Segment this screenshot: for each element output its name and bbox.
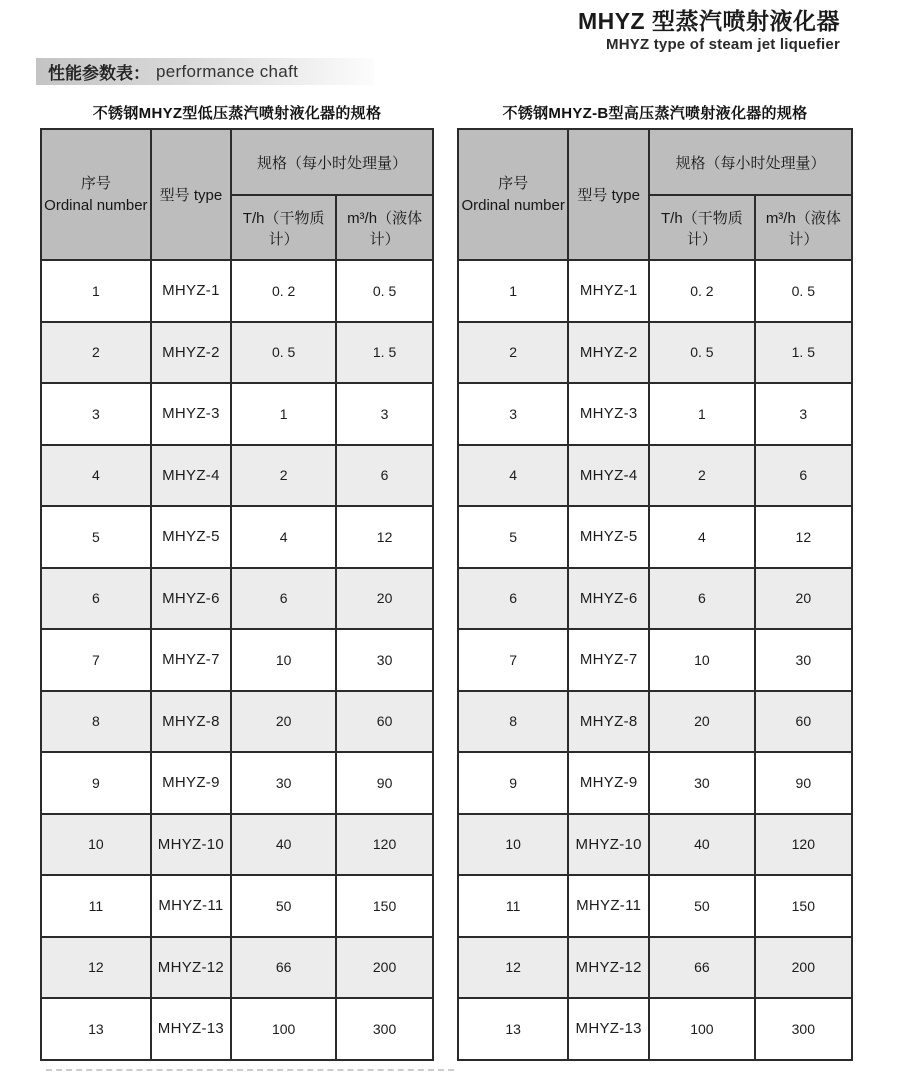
model-cell: MHYZ-8 (568, 691, 649, 753)
m3h-value-cell: 30 (336, 629, 433, 691)
col-header-model: 型号 type (151, 129, 231, 260)
th-value-cell: 20 (231, 691, 336, 753)
model-cell: MHYZ-5 (151, 506, 231, 568)
th-value-cell: 10 (649, 629, 755, 691)
th-value-cell: 66 (231, 937, 336, 999)
m3h-value-cell: 300 (755, 998, 852, 1060)
ordinal-cell: 9 (458, 752, 568, 814)
ordinal-cell: 7 (458, 629, 568, 691)
m3h-value-cell: 300 (336, 998, 433, 1060)
th-value-cell: 6 (231, 568, 336, 630)
m3h-value-cell: 3 (336, 383, 433, 445)
table-row (458, 568, 852, 630)
model-cell: MHYZ-4 (568, 445, 649, 507)
table-row (458, 875, 852, 937)
ordinal-cell: 7 (41, 629, 151, 691)
table-row (41, 383, 433, 445)
m3h-value-cell: 60 (755, 691, 852, 753)
th-value-cell: 50 (231, 875, 336, 937)
ordinal-cell: 6 (458, 568, 568, 630)
th-value-cell: 50 (649, 875, 755, 937)
m3h-value-cell: 20 (336, 568, 433, 630)
ordinal-cell: 12 (458, 937, 568, 999)
table-row (458, 691, 852, 753)
m3h-value-cell: 200 (755, 937, 852, 999)
model-cell: MHYZ-6 (568, 568, 649, 630)
m3h-value-cell: 3 (755, 383, 852, 445)
th-value-cell: 2 (649, 445, 755, 507)
table-row (458, 937, 852, 999)
table-row (41, 691, 433, 753)
m3h-value-cell: 120 (336, 814, 433, 876)
ordinal-cell: 12 (41, 937, 151, 999)
table-row (41, 752, 433, 814)
ordinal-cell: 10 (458, 814, 568, 876)
table-row (41, 937, 433, 999)
th-value-cell: 1 (649, 383, 755, 445)
m3h-value-cell: 30 (755, 629, 852, 691)
page-subtitle: MHYZ type of steam jet liquefier (606, 36, 840, 54)
m3h-value-cell: 1. 5 (755, 322, 852, 384)
ordinal-cell: 3 (41, 383, 151, 445)
m3h-value-cell: 150 (336, 875, 433, 937)
table-row (458, 322, 852, 384)
m3h-value-cell: 90 (336, 752, 433, 814)
m3h-value-cell: 0. 5 (336, 260, 433, 322)
m3h-value-cell: 1. 5 (336, 322, 433, 384)
table-row (458, 752, 852, 814)
model-cell: MHYZ-13 (568, 998, 649, 1060)
col-header-spec-group: 规格（每小时处理量） (649, 129, 852, 195)
model-cell: MHYZ-2 (151, 322, 231, 384)
table-row (41, 568, 433, 630)
ordinal-cell: 2 (41, 322, 151, 384)
table-row (458, 814, 852, 876)
model-cell: MHYZ-2 (568, 322, 649, 384)
ordinal-cell: 11 (41, 875, 151, 937)
th-value-cell: 0. 2 (649, 260, 755, 322)
table-row (458, 260, 852, 322)
m3h-value-cell: 12 (755, 506, 852, 568)
table-row (458, 445, 852, 507)
m3h-value-cell: 0. 5 (755, 260, 852, 322)
m3h-value-cell: 200 (336, 937, 433, 999)
low-pressure-table-body (41, 260, 433, 1060)
ordinal-cell: 4 (458, 445, 568, 507)
m3h-value-cell: 120 (755, 814, 852, 876)
table-row (458, 998, 852, 1060)
th-value-cell: 20 (649, 691, 755, 753)
th-value-cell: 4 (231, 506, 336, 568)
ordinal-cell: 13 (458, 998, 568, 1060)
col-header-model: 型号 type (568, 129, 649, 260)
model-cell: MHYZ-4 (151, 445, 231, 507)
page-bottom-divider (46, 1069, 454, 1071)
section-header-bar (36, 58, 374, 85)
model-cell: MHYZ-6 (151, 568, 231, 630)
model-cell: MHYZ-9 (151, 752, 231, 814)
ordinal-cell: 1 (41, 260, 151, 322)
model-cell: MHYZ-12 (151, 937, 231, 999)
col-header-m3h-liquid: m³/h（液体计） (755, 195, 852, 260)
th-value-cell: 40 (231, 814, 336, 876)
ordinal-cell: 13 (41, 998, 151, 1060)
table-row (41, 875, 433, 937)
th-value-cell: 0. 2 (231, 260, 336, 322)
m3h-value-cell: 6 (336, 445, 433, 507)
th-value-cell: 40 (649, 814, 755, 876)
spec-table-low-pressure (40, 128, 434, 1061)
model-cell: MHYZ-12 (568, 937, 649, 999)
m3h-value-cell: 6 (755, 445, 852, 507)
spec-table-high-pressure (457, 128, 853, 1061)
ordinal-cell: 5 (458, 506, 568, 568)
model-cell: MHYZ-3 (568, 383, 649, 445)
col-header-spec-group: 规格（每小时处理量） (231, 129, 433, 195)
ordinal-cell: 4 (41, 445, 151, 507)
m3h-value-cell: 12 (336, 506, 433, 568)
table-row (41, 506, 433, 568)
ordinal-cell: 10 (41, 814, 151, 876)
th-value-cell: 30 (649, 752, 755, 814)
model-cell: MHYZ-7 (568, 629, 649, 691)
col-header-ordinal-zh: 序号 (80, 174, 111, 192)
th-value-cell: 6 (649, 568, 755, 630)
ordinal-cell: 9 (41, 752, 151, 814)
ordinal-cell: 8 (41, 691, 151, 753)
table-row (41, 322, 433, 384)
m3h-value-cell: 20 (755, 568, 852, 630)
col-header-ordinal-en: Ordinal number (461, 196, 565, 214)
table-caption-high-pressure: 不锈钢MHYZ-B型高压蒸汽喷射液化器的规格 (502, 105, 808, 122)
model-cell: MHYZ-1 (151, 260, 231, 322)
col-header-ordinal-en: Ordinal number (44, 196, 148, 214)
table-row (458, 383, 852, 445)
section-label-en: performance chaft (156, 61, 299, 81)
col-header-m3h-liquid: m³/h（液体计） (336, 195, 433, 260)
model-cell: MHYZ-11 (151, 875, 231, 937)
m3h-value-cell: 60 (336, 691, 433, 753)
th-value-cell: 1 (231, 383, 336, 445)
ordinal-cell: 2 (458, 322, 568, 384)
th-value-cell: 0. 5 (231, 322, 336, 384)
model-cell: MHYZ-5 (568, 506, 649, 568)
m3h-value-cell: 150 (755, 875, 852, 937)
model-cell: MHYZ-3 (151, 383, 231, 445)
col-header-th-dry: T/h（干物质计） (649, 195, 755, 260)
table-row (41, 814, 433, 876)
th-value-cell: 0. 5 (649, 322, 755, 384)
table-row (41, 445, 433, 507)
th-value-cell: 2 (231, 445, 336, 507)
ordinal-cell: 5 (41, 506, 151, 568)
model-cell: MHYZ-11 (568, 875, 649, 937)
col-header-ordinal (41, 129, 151, 260)
model-cell: MHYZ-10 (151, 814, 231, 876)
table-row (41, 260, 433, 322)
page-title: MHYZ 型蒸汽喷射液化器 (577, 8, 840, 34)
table-row (41, 629, 433, 691)
model-cell: MHYZ-1 (568, 260, 649, 322)
ordinal-cell: 1 (458, 260, 568, 322)
model-cell: MHYZ-7 (151, 629, 231, 691)
col-header-th-dry: T/h（干物质计） (231, 195, 336, 260)
th-value-cell: 66 (649, 937, 755, 999)
col-header-ordinal-zh: 序号 (498, 174, 529, 192)
table-row (41, 998, 433, 1060)
model-cell: MHYZ-10 (568, 814, 649, 876)
table-caption-low-pressure: 不锈钢MHYZ型低压蒸汽喷射液化器的规格 (92, 105, 382, 122)
m3h-value-cell: 90 (755, 752, 852, 814)
section-label-zh: 性能参数表： (48, 64, 150, 83)
ordinal-cell: 3 (458, 383, 568, 445)
high-pressure-table-body (458, 260, 852, 1060)
ordinal-cell: 6 (41, 568, 151, 630)
th-value-cell: 4 (649, 506, 755, 568)
th-value-cell: 100 (231, 998, 336, 1060)
col-header-ordinal (458, 129, 568, 260)
page-title-block (578, 8, 840, 53)
model-cell: MHYZ-9 (568, 752, 649, 814)
table-row (458, 629, 852, 691)
th-value-cell: 10 (231, 629, 336, 691)
model-cell: MHYZ-13 (151, 998, 231, 1060)
model-cell: MHYZ-8 (151, 691, 231, 753)
th-value-cell: 100 (649, 998, 755, 1060)
ordinal-cell: 8 (458, 691, 568, 753)
table-row (458, 506, 852, 568)
th-value-cell: 30 (231, 752, 336, 814)
ordinal-cell: 11 (458, 875, 568, 937)
